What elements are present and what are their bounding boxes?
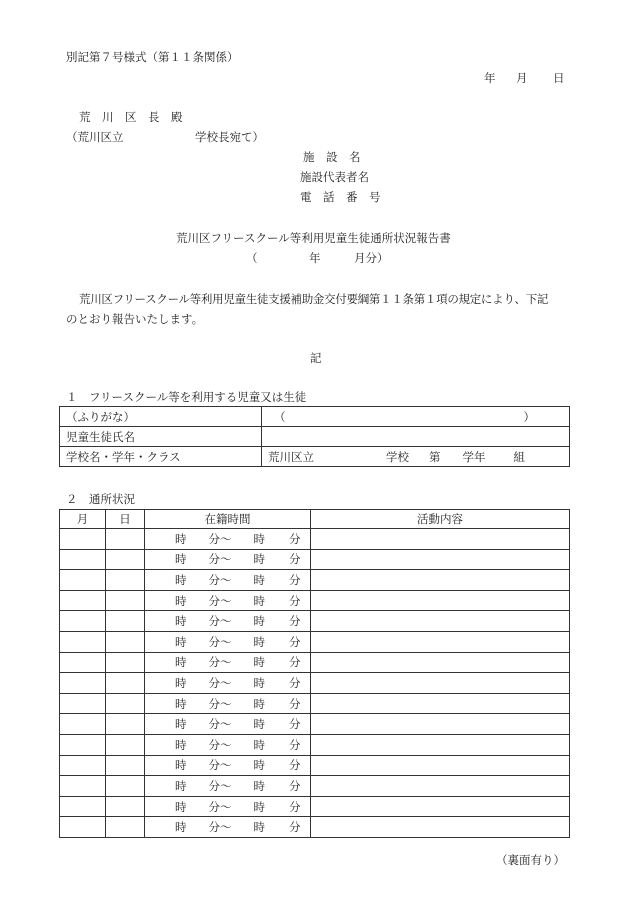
date-day-label: 日 [553, 71, 565, 85]
hour-start-label: 時 [175, 675, 187, 690]
furigana-paren-open: （ [274, 409, 286, 424]
attendance-time-cell[interactable] [145, 590, 311, 611]
month-cell[interactable] [60, 673, 106, 694]
hour-end-label: 時 [253, 717, 265, 732]
day-cell[interactable] [106, 714, 145, 735]
minute-start-label: 分～ [208, 675, 232, 690]
activity-cell[interactable] [311, 817, 570, 838]
body-line-1: 荒川区フリースクール等利用児童生徒支援補助金交付要綱第１１条第１項の規定により、下記 [79, 292, 549, 306]
activity-cell[interactable] [311, 549, 570, 570]
student-name-label: 児童生徒氏名 [60, 427, 262, 447]
column-header-attendance-time: 在籍時間 [145, 510, 311, 529]
section1-heading: １ フリースクール等を利用する児童又は生徒 [66, 390, 307, 404]
month-cell[interactable] [60, 570, 106, 591]
minute-start-label: 分～ [208, 758, 232, 773]
table-row [60, 611, 570, 632]
month-cell[interactable] [60, 549, 106, 570]
addressee-school-prefix: （荒川区立 [66, 130, 124, 144]
attendance-time-cell[interactable] [145, 734, 311, 755]
attendance-time-cell[interactable] [145, 611, 311, 632]
hour-start-label: 時 [175, 799, 187, 814]
activity-cell[interactable] [311, 590, 570, 611]
table-row [60, 407, 570, 427]
hour-end-label: 時 [253, 799, 265, 814]
table-row [60, 776, 570, 797]
title-month: 月分） [354, 251, 389, 265]
hour-end-label: 時 [253, 758, 265, 773]
day-cell[interactable] [106, 570, 145, 591]
day-cell[interactable] [106, 631, 145, 652]
activity-cell[interactable] [311, 570, 570, 591]
month-cell[interactable] [60, 776, 106, 797]
footer-note: （裏面有り） [496, 853, 565, 867]
activity-cell[interactable] [311, 693, 570, 714]
month-cell[interactable] [60, 693, 106, 714]
month-cell[interactable] [60, 652, 106, 673]
attendance-time-cell[interactable] [145, 549, 311, 570]
attendance-time-cell[interactable] [145, 755, 311, 776]
day-cell[interactable] [106, 652, 145, 673]
minute-end-label: 分 [289, 531, 301, 546]
hour-end-label: 時 [253, 552, 265, 567]
table-row [60, 714, 570, 735]
hour-end-label: 時 [253, 696, 265, 711]
student-info-table [59, 406, 570, 467]
activity-cell[interactable] [311, 776, 570, 797]
facility-representative-label: 施設代表者名 [300, 170, 369, 184]
hour-start-label: 時 [175, 572, 187, 587]
addressee-name: 荒 川 区 長 殿 [79, 110, 183, 124]
day-cell[interactable] [106, 590, 145, 611]
minute-start-label: 分～ [208, 572, 232, 587]
hour-start-label: 時 [175, 820, 187, 835]
attendance-time-cell[interactable] [145, 776, 311, 797]
hour-end-label: 時 [253, 634, 265, 649]
hour-end-label: 時 [253, 820, 265, 835]
hour-start-label: 時 [175, 593, 187, 608]
body-line-2: のとおり報告いたします。 [66, 312, 204, 326]
column-header-month: 月 [60, 510, 106, 529]
attendance-table [59, 509, 570, 838]
school-grade-class-label: 学校名・学年・クラス [60, 447, 262, 467]
attendance-time-cell[interactable] [145, 570, 311, 591]
hour-end-label: 時 [253, 572, 265, 587]
day-cell[interactable] [106, 529, 145, 550]
attendance-time-cell[interactable] [145, 693, 311, 714]
furigana-field[interactable] [262, 407, 570, 427]
minute-end-label: 分 [289, 737, 301, 752]
day-cell[interactable] [106, 734, 145, 755]
addressee-school-suffix: 学校長宛て） [195, 130, 264, 144]
hour-start-label: 時 [175, 614, 187, 629]
title-year: 年 [309, 251, 321, 265]
month-cell[interactable] [60, 817, 106, 838]
minute-start-label: 分～ [208, 737, 232, 752]
minute-end-label: 分 [289, 696, 301, 711]
table-row [60, 529, 570, 550]
table-row [60, 693, 570, 714]
table-row [60, 631, 570, 652]
minute-start-label: 分～ [208, 799, 232, 814]
minute-start-label: 分～ [208, 778, 232, 793]
school-label: 学校 [386, 449, 409, 464]
minute-start-label: 分～ [208, 614, 232, 629]
attendance-time-cell[interactable] [145, 652, 311, 673]
minute-end-label: 分 [289, 634, 301, 649]
date-month-label: 月 [516, 71, 528, 85]
month-cell[interactable] [60, 796, 106, 817]
furigana-paren-close: ） [523, 409, 535, 424]
table-row [60, 673, 570, 694]
hour-start-label: 時 [175, 696, 187, 711]
hour-end-label: 時 [253, 531, 265, 546]
attendance-time-cell[interactable] [145, 631, 311, 652]
section2-heading: ２ 通所状況 [66, 492, 135, 506]
minute-start-label: 分～ [208, 634, 232, 649]
school-prefix: 荒川区立 [268, 449, 314, 464]
hour-start-label: 時 [175, 737, 187, 752]
activity-cell[interactable] [311, 796, 570, 817]
table-row [60, 652, 570, 673]
activity-cell[interactable] [311, 529, 570, 550]
minute-end-label: 分 [289, 799, 301, 814]
facility-name-label: 施 設 名 [303, 150, 361, 164]
hour-end-label: 時 [253, 614, 265, 629]
kumi-label: 組 [513, 449, 525, 464]
month-cell[interactable] [60, 590, 106, 611]
attendance-time-cell[interactable] [145, 817, 311, 838]
hour-start-label: 時 [175, 655, 187, 670]
table-row [60, 427, 570, 447]
minute-end-label: 分 [289, 655, 301, 670]
table-row [60, 734, 570, 755]
minute-end-label: 分 [289, 552, 301, 567]
minute-start-label: 分～ [208, 552, 232, 567]
minute-end-label: 分 [289, 717, 301, 732]
table-header-row [60, 510, 570, 529]
ki-heading: 記 [310, 351, 322, 365]
minute-end-label: 分 [289, 593, 301, 608]
attendance-time-cell[interactable] [145, 796, 311, 817]
minute-end-label: 分 [289, 675, 301, 690]
hour-start-label: 時 [175, 758, 187, 773]
activity-cell[interactable] [311, 734, 570, 755]
minute-end-label: 分 [289, 778, 301, 793]
month-cell[interactable] [60, 611, 106, 632]
minute-end-label: 分 [289, 820, 301, 835]
minute-end-label: 分 [289, 758, 301, 773]
hour-start-label: 時 [175, 717, 187, 732]
facility-phone-label: 電 話 番 号 [300, 190, 381, 204]
activity-cell[interactable] [311, 652, 570, 673]
column-header-activity: 活動内容 [311, 510, 570, 529]
report-title: 荒川区フリースクール等利用児童生徒通所状況報告書 [176, 231, 451, 245]
minute-start-label: 分～ [208, 531, 232, 546]
day-cell[interactable] [106, 796, 145, 817]
minute-start-label: 分～ [208, 696, 232, 711]
day-cell[interactable] [106, 673, 145, 694]
table-row [60, 817, 570, 838]
activity-cell[interactable] [311, 673, 570, 694]
title-paren-open: （ [246, 251, 258, 265]
day-cell[interactable] [106, 755, 145, 776]
dai-label: 第 [429, 449, 441, 464]
student-name-field[interactable] [262, 427, 570, 447]
school-grade-class-field[interactable] [262, 447, 570, 467]
attendance-time-cell[interactable] [145, 714, 311, 735]
table-row [60, 755, 570, 776]
minute-start-label: 分～ [208, 593, 232, 608]
month-cell[interactable] [60, 734, 106, 755]
table-row [60, 570, 570, 591]
table-row [60, 549, 570, 570]
minute-end-label: 分 [289, 614, 301, 629]
day-cell[interactable] [106, 611, 145, 632]
hour-start-label: 時 [175, 552, 187, 567]
month-cell[interactable] [60, 529, 106, 550]
minute-start-label: 分～ [208, 717, 232, 732]
day-cell[interactable] [106, 776, 145, 797]
hour-end-label: 時 [253, 778, 265, 793]
day-cell[interactable] [106, 549, 145, 570]
attendance-time-cell[interactable] [145, 529, 311, 550]
day-cell[interactable] [106, 817, 145, 838]
day-cell[interactable] [106, 693, 145, 714]
form-number: 別記第７号様式（第１１条関係） [66, 50, 239, 64]
table-row [60, 590, 570, 611]
date-year-label: 年 [484, 71, 496, 85]
hour-start-label: 時 [175, 778, 187, 793]
minute-start-label: 分～ [208, 820, 232, 835]
hour-end-label: 時 [253, 593, 265, 608]
hour-end-label: 時 [253, 655, 265, 670]
hour-end-label: 時 [253, 675, 265, 690]
table-row [60, 796, 570, 817]
grade-label: 学年 [462, 449, 486, 464]
activity-cell[interactable] [311, 631, 570, 652]
minute-start-label: 分～ [208, 655, 232, 670]
activity-cell[interactable] [311, 611, 570, 632]
hour-start-label: 時 [175, 634, 187, 649]
month-cell[interactable] [60, 631, 106, 652]
hour-end-label: 時 [253, 737, 265, 752]
hour-start-label: 時 [175, 531, 187, 546]
table-row [60, 447, 570, 467]
column-header-day: 日 [106, 510, 145, 529]
activity-cell[interactable] [311, 755, 570, 776]
month-cell[interactable] [60, 755, 106, 776]
furigana-label: （ふりがな） [60, 407, 262, 427]
month-cell[interactable] [60, 714, 106, 735]
minute-end-label: 分 [289, 572, 301, 587]
attendance-time-cell[interactable] [145, 673, 311, 694]
activity-cell[interactable] [311, 714, 570, 735]
